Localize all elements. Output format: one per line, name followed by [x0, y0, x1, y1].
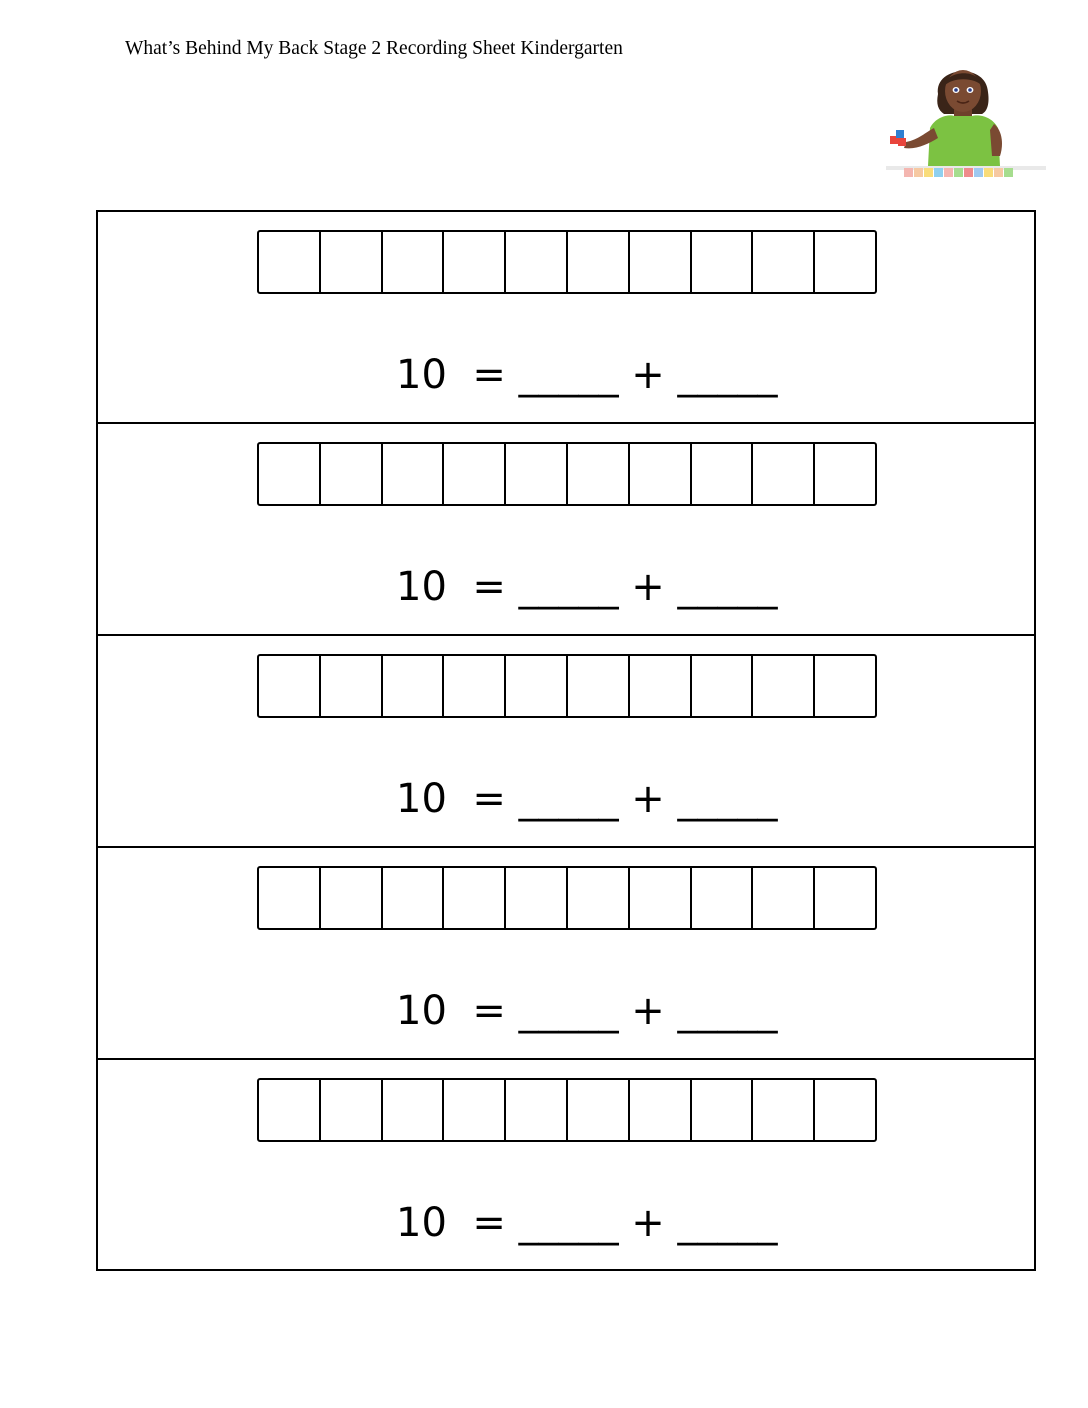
equation	[396, 1200, 778, 1246]
ten-frame	[257, 866, 877, 930]
ten-frame-cell	[383, 1080, 445, 1140]
ten-frame-cell	[692, 1080, 754, 1140]
ten-frame-cell	[383, 232, 445, 292]
ten-frame-cell	[692, 868, 754, 928]
ten-frame-cell	[259, 656, 321, 716]
equation	[396, 352, 778, 398]
ten-frame-cell	[383, 656, 445, 716]
answer-blank-1[interactable]: _____	[518, 1200, 619, 1246]
ten-frame-cell	[444, 868, 506, 928]
answer-blank-1[interactable]: _____	[518, 776, 619, 822]
answer-blank-2[interactable]: _____	[677, 352, 778, 398]
ten-frame-cell	[444, 656, 506, 716]
ten-frame-cell	[321, 868, 383, 928]
ten-frame-cell	[259, 868, 321, 928]
ten-frame	[257, 442, 877, 506]
recording-table	[96, 210, 1036, 1271]
ten-frame-cell	[692, 656, 754, 716]
ten-frame-cell	[568, 656, 630, 716]
document-title: What’s Behind My Back Stage 2 Recording Sheet Kindergarten	[125, 38, 623, 59]
ten-frame-cell	[568, 444, 630, 504]
equation	[396, 776, 778, 822]
ten-frame-cell	[444, 444, 506, 504]
ten-frame-cell	[568, 1080, 630, 1140]
ten-frame-cell	[692, 444, 754, 504]
ten-frame-cell	[753, 656, 815, 716]
ten-frame-cell	[753, 868, 815, 928]
equals-sign: =	[472, 1200, 506, 1246]
answer-blank-2[interactable]: _____	[677, 1200, 778, 1246]
equation-total: 10	[396, 1200, 447, 1246]
ten-frame-cell	[753, 1080, 815, 1140]
equation-total: 10	[396, 776, 447, 822]
ten-frame-cell	[383, 868, 445, 928]
cube-strip	[886, 166, 1046, 177]
ten-frame-cell	[506, 1080, 568, 1140]
plus-sign: +	[631, 776, 665, 822]
ten-frame-cell	[321, 656, 383, 716]
ten-frame-cell	[506, 232, 568, 292]
ten-frame-cell	[321, 232, 383, 292]
girl-holding-cubes-illustration	[882, 58, 1050, 184]
plus-sign: +	[631, 352, 665, 398]
equals-sign: =	[472, 988, 506, 1034]
ten-frame-cell	[753, 232, 815, 292]
ten-frame-cell	[321, 1080, 383, 1140]
ten-frame-cell	[815, 656, 875, 716]
problem-row	[98, 212, 1034, 424]
ten-frame-cell	[630, 656, 692, 716]
equals-sign: =	[472, 564, 506, 610]
answer-blank-2[interactable]: _____	[677, 564, 778, 610]
ten-frame-cell	[692, 232, 754, 292]
answer-blank-1[interactable]: _____	[518, 352, 619, 398]
ten-frame	[257, 1078, 877, 1142]
plus-sign: +	[631, 988, 665, 1034]
ten-frame-cell	[815, 868, 875, 928]
equals-sign: =	[472, 776, 506, 822]
ten-frame-cell	[259, 232, 321, 292]
ten-frame-cell	[815, 1080, 875, 1140]
answer-blank-1[interactable]: _____	[518, 988, 619, 1034]
ten-frame-cell	[259, 444, 321, 504]
problem-row	[98, 1060, 1034, 1272]
answer-blank-1[interactable]: _____	[518, 564, 619, 610]
equation-total: 10	[396, 352, 447, 398]
plus-sign: +	[631, 1200, 665, 1246]
ten-frame-cell	[815, 444, 875, 504]
ten-frame-cell	[568, 232, 630, 292]
answer-blank-2[interactable]: _____	[677, 776, 778, 822]
ten-frame-cell	[506, 868, 568, 928]
answer-blank-2[interactable]: _____	[677, 988, 778, 1034]
plus-sign: +	[631, 564, 665, 610]
ten-frame-cell	[506, 444, 568, 504]
ten-frame-cell	[815, 232, 875, 292]
ten-frame-cell	[630, 444, 692, 504]
ten-frame-cell	[630, 232, 692, 292]
ten-frame-cell	[753, 444, 815, 504]
ten-frame	[257, 230, 877, 294]
equation-total: 10	[396, 988, 447, 1034]
ten-frame-cell	[321, 444, 383, 504]
ten-frame-cell	[506, 656, 568, 716]
ten-frame-cell	[383, 444, 445, 504]
ten-frame-cell	[568, 868, 630, 928]
ten-frame-cell	[630, 868, 692, 928]
ten-frame-cell	[444, 1080, 506, 1140]
ten-frame	[257, 654, 877, 718]
ten-frame-cell	[630, 1080, 692, 1140]
equation	[396, 564, 778, 610]
ten-frame-cell	[259, 1080, 321, 1140]
problem-row	[98, 848, 1034, 1060]
equals-sign: =	[472, 352, 506, 398]
problem-row	[98, 424, 1034, 636]
equation-total: 10	[396, 564, 447, 610]
ten-frame-cell	[444, 232, 506, 292]
equation	[396, 988, 778, 1034]
problem-row	[98, 636, 1034, 848]
